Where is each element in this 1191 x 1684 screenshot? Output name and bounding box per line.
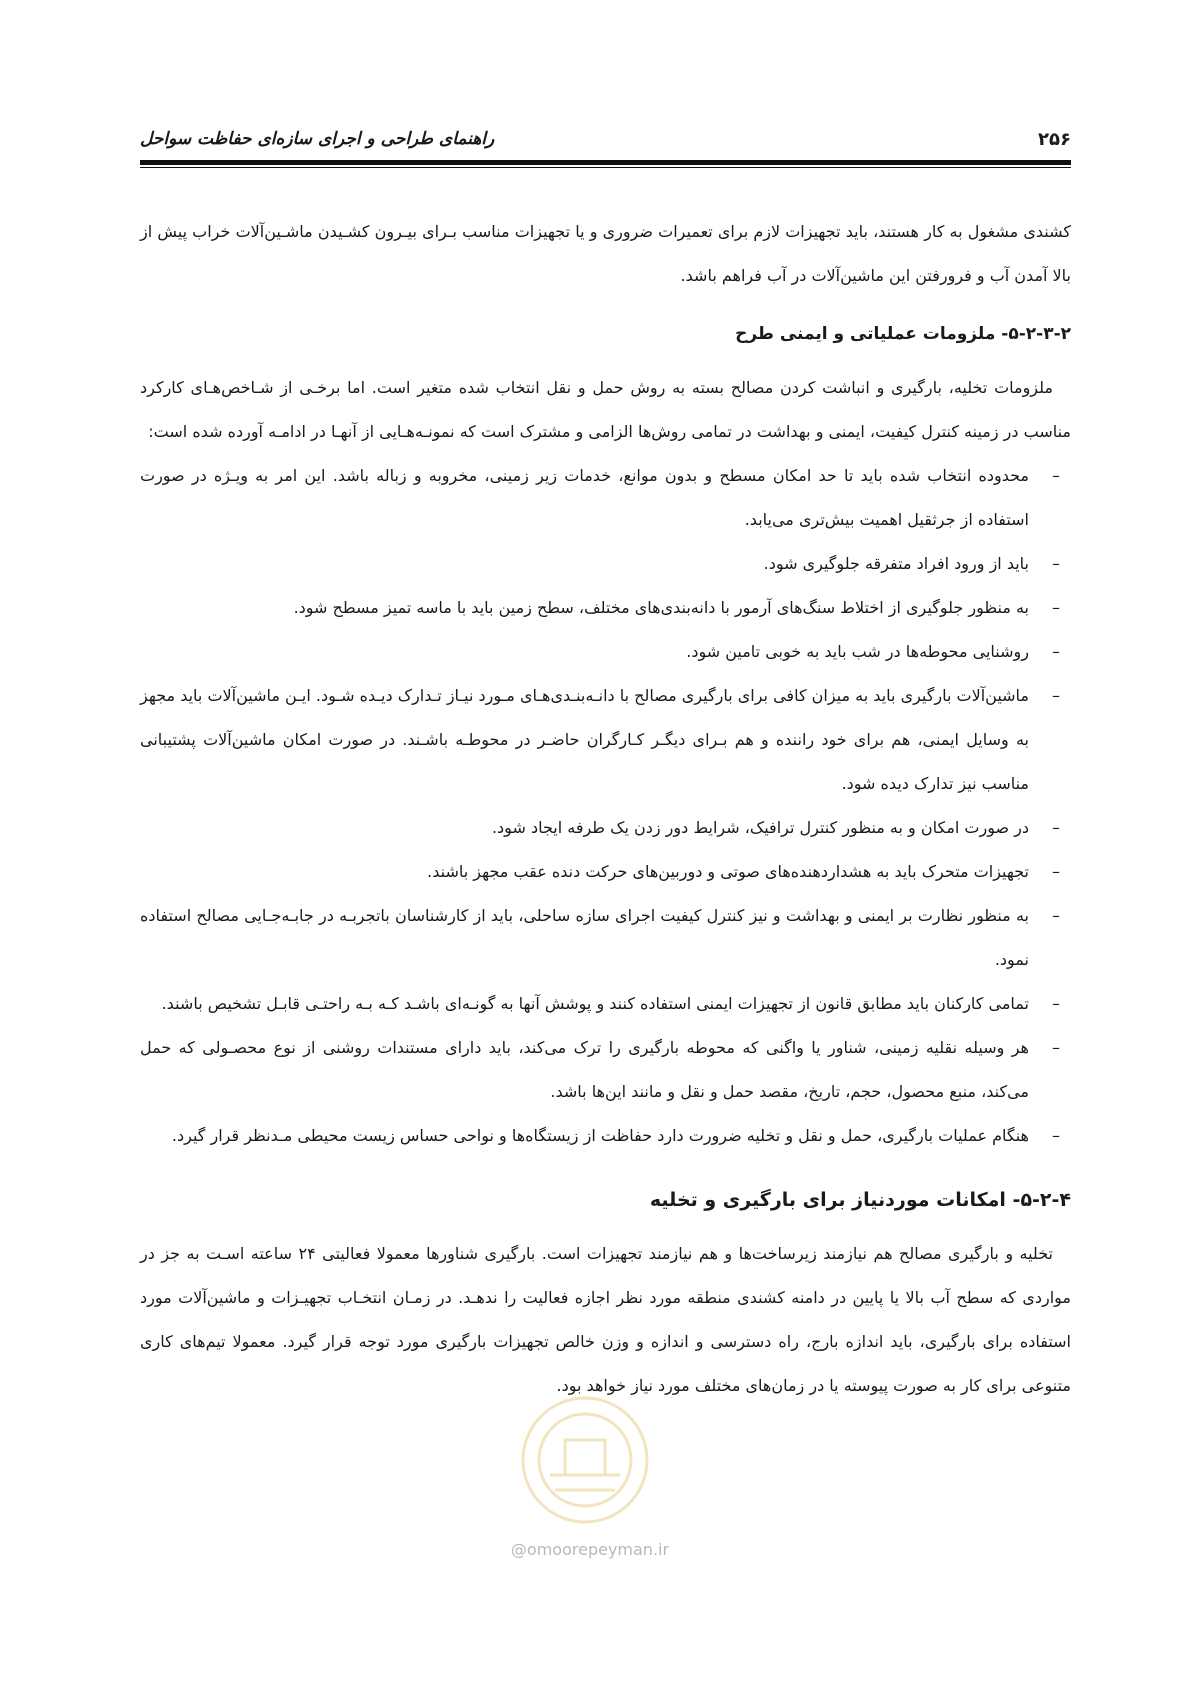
bullet-dash: –	[1052, 1038, 1060, 1057]
requirements-list	[140, 454, 1071, 1158]
section-heading-loading-facilities: ۵-۲-۴- امکانات موردنیاز برای بارگیری و تخلیه	[649, 1189, 1071, 1211]
list-item-text: باید از ورود افراد متفرقه جلوگیری شود.	[763, 554, 1029, 573]
list-item-text: به منظور نظارت بر ایمنی و بهداشت و نیز کنترل کیفیت اجرای سازه ساحلی، باید از کارشناسان باتجربـه در جابـه‌جـایی مصالح استفاده نمود.	[140, 906, 1029, 969]
section-heading-operational-safety: ۵-۲-۳-۲- ملزومات عملیاتی و ایمنی طرح	[735, 324, 1071, 344]
section-paragraph: تخلیه و بارگیری مصالح هم نیازمند زیرساخت‌ها و هم نیازمند تجهیزات است. بارگیری شناورها معمولا فعالیتی ۲۴ ساعته اسـت به جز در مواردی که سطح آب بالا یا پایین در دامنه کشندی منطقه مورد نظر اجازه فعالیت را ندهـد. در زمـان انتخـاب تجهیـزات و ماشین‌آلات مورد استفاده برای بارگیری، باید اندازه بارج، راه دسترسی و اندازه و وزن خالص تجهیزات بارگیری مورد توجه قرار گیرد. معمولا تیم‌های کاری متنوعی برای کار به صورت پیوسته یا در زمان‌های مختلف مورد نیاز خواهد بود.	[140, 1244, 1071, 1395]
list-item-text: تمامی کارکنان باید مطابق قانون از تجهیزات ایمنی استفاده کنند و پوشش آنها به گونـه‌ای باشـد کـه بـه راحتـی قابـل تشخیص باشند.	[161, 994, 1029, 1013]
intro-paragraph: کشندی مشغول به کار هستند، باید تجهیزات لازم برای تعمیرات ضروری و یا تجهیزات مناسب بـرای بیـرون کشـیدن ماشـین‌آلات خراب پیش از بالا آمدن آب و فرورفتن این ماشین‌آلات در آب فراهم باشد.	[140, 222, 1071, 285]
list-item	[140, 894, 1071, 982]
list-item-text: ماشین‌آلات بارگیری باید به میزان کافی برای بارگیری مصالح با دانـه‌بنـدی‌هـای مـورد نیـاز تـدارک دیـده شـود. ایـن ماشین‌آلات باید مجهز به وسایل ایمنی، هم برای خود راننده و هم بـرای دیگـر کـارگران حاضـر در محوطـه باشـند. در صورت امکان ماشین‌آلات پشتیبانی مناسب نیز تدارک دیده شود.	[140, 686, 1029, 793]
list-item	[140, 806, 1071, 850]
list-item-text: به منظور جلوگیری از اختلاط سنگ‌های آرمور با دانه‌بندی‌های مختلف، سطح زمین باید با ماسه تمیز مسطح شود.	[293, 598, 1029, 617]
list-item-text: هر وسیله نقلیه زمینی، شناور یا واگنی که محوطه بارگیری را ترک می‌کند، باید دارای مستندات روشنی از نوع محصـولی که حمل می‌کند، منبع محصول، حجم، تاریخ، مقصد حمل و نقل و مانند این‌ها باشد.	[140, 1038, 1029, 1101]
bullet-dash: –	[1052, 598, 1060, 617]
bullet-dash: –	[1052, 906, 1060, 925]
list-item	[140, 1026, 1071, 1114]
bullet-dash: –	[1052, 466, 1060, 485]
header-rule-thin	[140, 167, 1071, 168]
bullet-dash: –	[1052, 686, 1060, 705]
bullet-dash: –	[1052, 642, 1060, 661]
list-item	[140, 630, 1071, 674]
list-item	[140, 850, 1071, 894]
watermark-seal-logo	[490, 1380, 680, 1540]
header-rule	[140, 160, 1071, 165]
bullet-dash: –	[1052, 1126, 1060, 1145]
list-item	[140, 674, 1071, 806]
list-item	[140, 542, 1071, 586]
list-item	[140, 1114, 1071, 1158]
list-item-text: هنگام عملیات بارگیری، حمل و نقل و تخلیه ضرورت دارد حفاظت از زیستگاه‌ها و نواحی حساس زیست محیطی مـدنظر قرار گیرد.	[171, 1126, 1029, 1145]
running-title: راهنمای طراحی و اجرای سازه‌ای حفاظت سواحل	[140, 129, 495, 149]
list-item	[140, 454, 1071, 542]
list-item	[140, 586, 1071, 630]
bullet-dash: –	[1052, 994, 1060, 1013]
bullet-dash: –	[1052, 818, 1060, 837]
page-number: ۲۵۶	[1038, 128, 1071, 150]
bullet-dash: –	[1052, 862, 1060, 881]
watermark-text: @omoorepeyman.ir	[510, 1540, 670, 1559]
bullet-dash: –	[1052, 554, 1060, 573]
list-item-text: تجهیزات متحرک باید به هشداردهنده‌های صوتی و دوربین‌های حرکت دنده عقب مجهز باشند.	[427, 862, 1029, 881]
list-item-text: روشنایی محوطه‌ها در شب باید به خوبی تامین شود.	[686, 642, 1029, 661]
list-item-text: در صورت امکان و به منظور کنترل ترافیک، شرایط دور زدن یک طرفه ایجاد شود.	[491, 818, 1029, 837]
page-body	[140, 210, 1071, 1408]
section-paragraph: ملزومات تخلیه، بارگیری و انباشت کردن مصالح بسته به روش حمل و نقل انتخاب شده متغیر است. اما برخـی از شـاخص‌هـای کارکرد مناسب در زمینه کنترل کیفیت، ایمنی و بهداشت در تمامی روش‌ها الزامی و مشترک است که نمونـه‌هـایی از آنهـا در ادامـه آورده شده است:	[140, 378, 1071, 441]
list-item	[140, 982, 1071, 1026]
page-header	[140, 124, 1071, 154]
list-item-text: محدوده انتخاب شده باید تا حد امکان مسطح و بدون موانع، خدمات زیر زمینی، مخروبه و زباله باشد. این امر به ویـژه در صورت استفاده از جرثقیل اهمیت بیش‌تری می‌یابد.	[140, 466, 1029, 529]
